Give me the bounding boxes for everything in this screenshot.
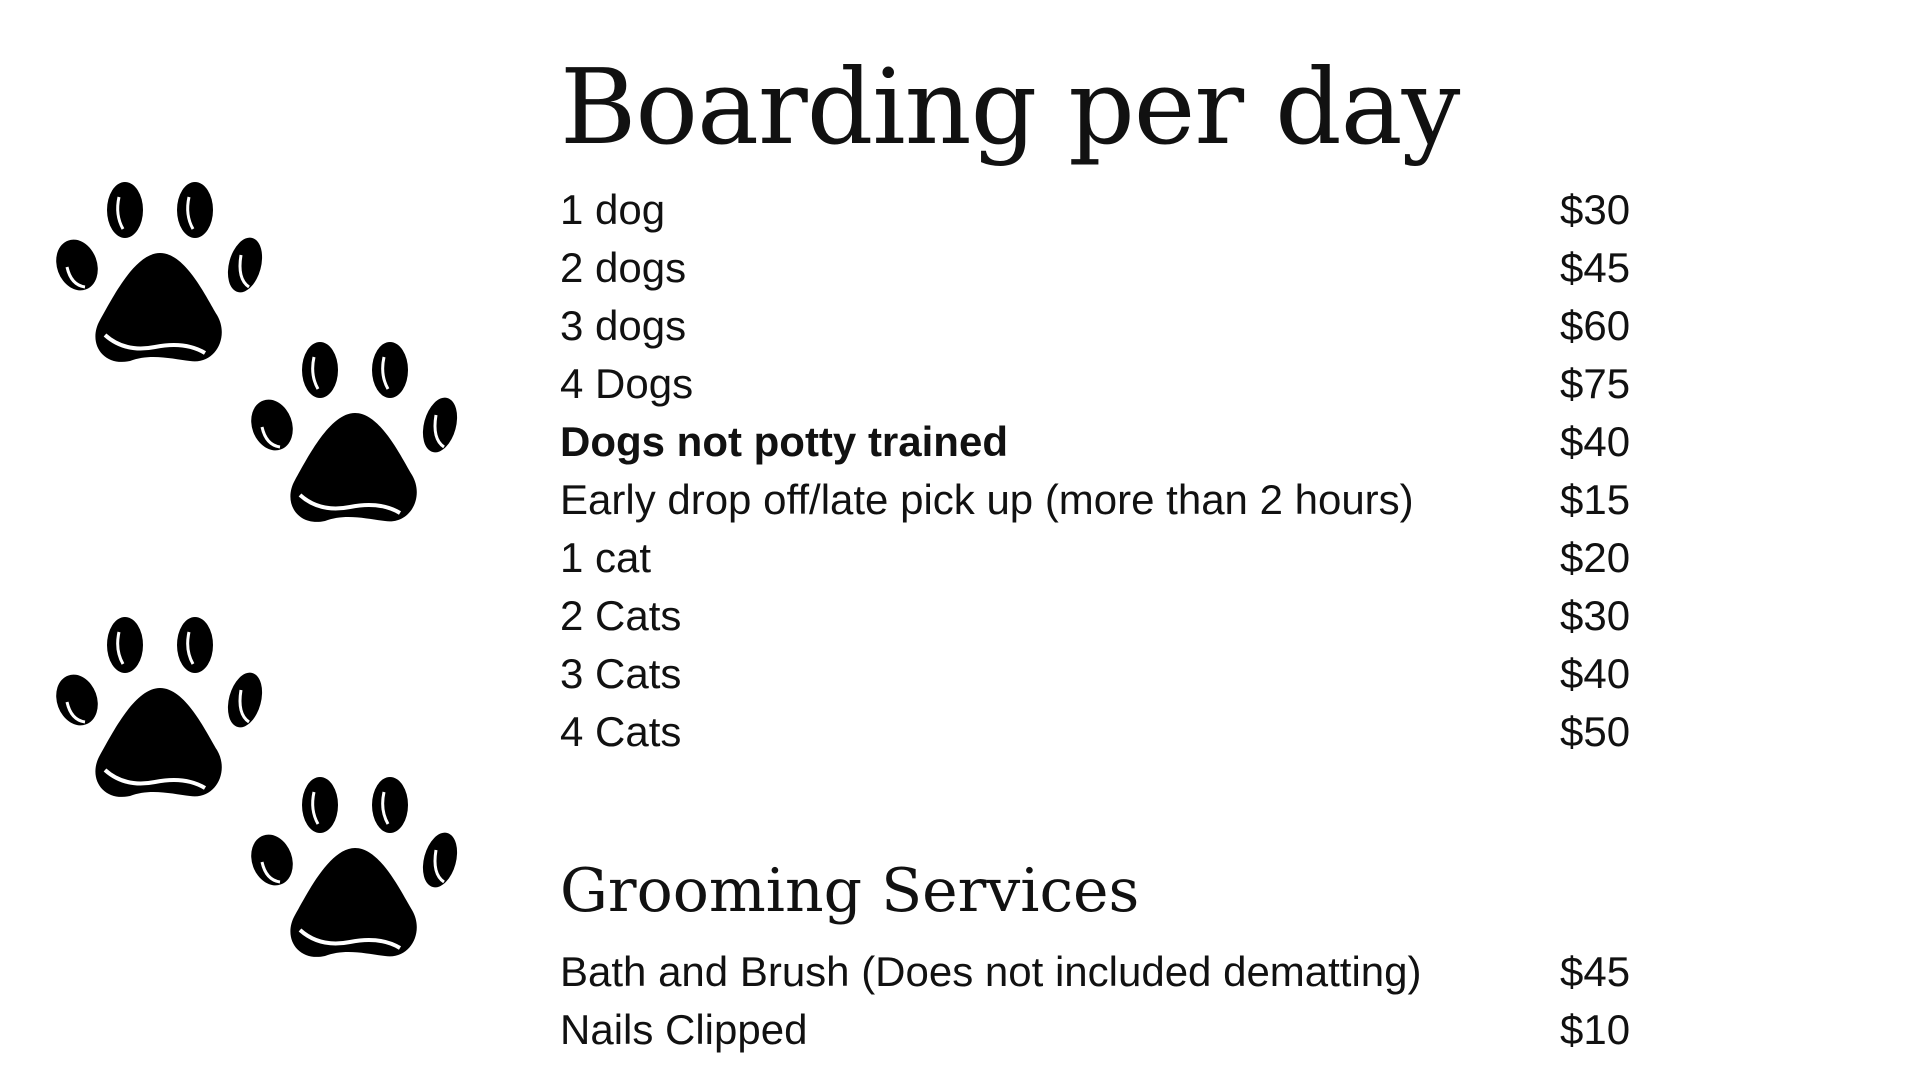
list-item [560,943,1760,1001]
list-item [560,471,1760,529]
item-price: $30 [1560,186,1631,233]
item-price: $10 [1560,1006,1631,1053]
item-label: 4 Dogs [560,360,694,407]
list-item [560,413,1760,471]
list-item [560,297,1760,355]
grooming-list [560,943,1760,1059]
list-item [560,1001,1760,1059]
section-spacer [560,761,1760,861]
item-price: $40 [1560,650,1631,697]
list-item [560,645,1760,703]
boarding-list [560,181,1760,761]
item-price: $45 [1560,948,1631,995]
item-label: Bath and Brush (Does not included dematting) [560,948,1422,995]
list-item [560,587,1760,645]
boarding-title: Boarding per day [560,46,1460,168]
item-label: 3 Cats [560,650,682,697]
grooming-title: Grooming Services [560,856,1140,926]
price-list [560,46,1760,1059]
item-price: $45 [1560,244,1631,291]
paw-print-icon [55,175,265,375]
item-label: 3 dogs [560,302,687,349]
list-item [560,239,1760,297]
item-label: Dogs not potty trained [560,418,1008,465]
item-label: 4 Cats [560,708,682,755]
item-price: $75 [1560,360,1631,407]
item-label: 1 cat [560,534,652,581]
item-price: $30 [1560,592,1631,639]
item-label: Early drop off/late pick up (more than 2 hours) [560,476,1414,523]
paw-print-icon [250,770,460,970]
paw-decoration [0,0,520,1079]
list-item [560,529,1760,587]
item-price: $50 [1560,708,1631,755]
item-label: 2 dogs [560,244,687,291]
item-price: $40 [1560,418,1631,465]
list-item [560,355,1760,413]
item-price: $20 [1560,534,1631,581]
list-item [560,181,1760,239]
paw-print-icon [250,335,460,535]
item-price: $60 [1560,302,1631,349]
item-label: 1 dog [560,186,666,233]
item-label: Nails Clipped [560,1006,808,1053]
item-price: $15 [1560,476,1631,523]
item-label: 2 Cats [560,592,682,639]
list-item [560,703,1760,761]
paw-print-icon [55,610,265,810]
